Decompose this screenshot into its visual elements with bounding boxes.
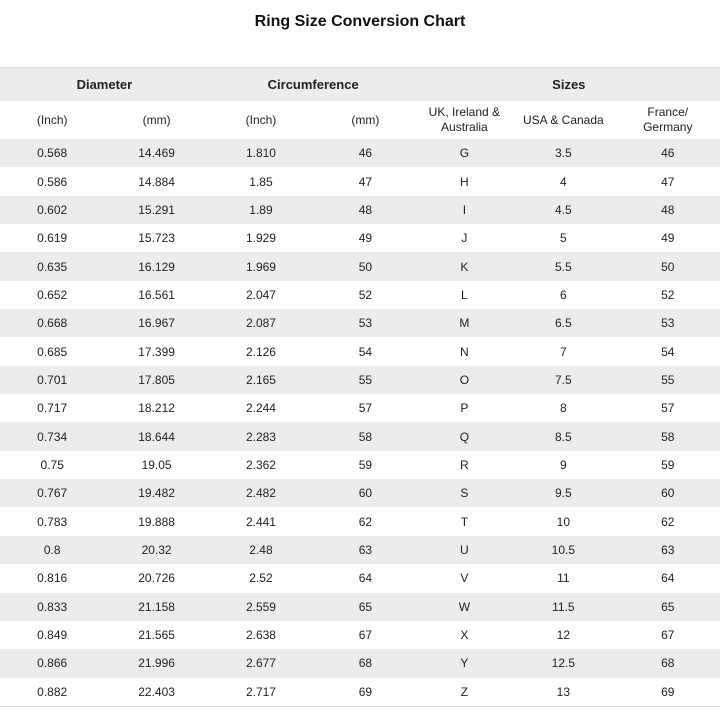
table-row xyxy=(0,621,720,649)
cell-diameter-mm: 17.399 xyxy=(138,344,175,359)
table-row xyxy=(0,309,720,337)
cell-france-germany: 65 xyxy=(661,599,675,614)
cell-uk-ireland-australia: L xyxy=(461,287,468,302)
cell-circumference-inch: 2.677 xyxy=(245,656,276,671)
cell-circumference-inch: 2.362 xyxy=(245,457,276,472)
cell-usa-canada: 3.5 xyxy=(555,146,572,161)
cell-france-germany: 57 xyxy=(661,401,675,416)
cell-diameter-mm: 14.884 xyxy=(138,174,175,189)
cell-circumference-inch: 2.441 xyxy=(245,514,276,529)
cell-diameter-inch: 0.833 xyxy=(37,599,68,614)
cell-uk-ireland-australia: S xyxy=(460,486,469,501)
column-header-france-germany: France/ Germany xyxy=(616,101,720,139)
table-row xyxy=(0,479,720,507)
cell-diameter-mm: 16.561 xyxy=(138,287,175,302)
cell-circumference-mm: 49 xyxy=(358,231,373,246)
cell-france-germany: 62 xyxy=(661,514,675,529)
cell-diameter-inch: 0.668 xyxy=(37,316,68,331)
cell-circumference-inch: 2.559 xyxy=(245,599,276,614)
cell-france-germany: 68 xyxy=(661,656,675,671)
cell-diameter-mm: 15.723 xyxy=(138,231,175,246)
cell-france-germany: 50 xyxy=(661,259,675,274)
page-title: Ring Size Conversion Chart xyxy=(254,13,466,30)
cell-uk-ireland-australia: Y xyxy=(460,656,469,671)
cell-uk-ireland-australia: R xyxy=(460,457,469,472)
cell-diameter-inch: 0.619 xyxy=(37,231,68,246)
cell-france-germany: 63 xyxy=(661,542,675,557)
cell-circumference-mm: 53 xyxy=(358,316,373,331)
table-row xyxy=(0,451,720,479)
table-row xyxy=(0,422,720,450)
cell-circumference-inch: 2.047 xyxy=(245,287,276,302)
cell-circumference-mm: 64 xyxy=(358,571,373,586)
cell-diameter-inch: 0.866 xyxy=(37,656,68,671)
table-row xyxy=(0,536,720,564)
cell-circumference-mm: 67 xyxy=(358,628,373,643)
column-header-row xyxy=(0,101,720,139)
column-header-circumference-mm: (mm) xyxy=(313,101,417,139)
cell-usa-canada: 8 xyxy=(560,401,567,416)
cell-usa-canada: 6.5 xyxy=(555,316,572,331)
cell-diameter-mm: 19.888 xyxy=(138,514,175,529)
cell-diameter-inch: 0.701 xyxy=(37,372,68,387)
cell-diameter-inch: 0.8 xyxy=(43,542,61,557)
cell-usa-canada: 11 xyxy=(557,571,570,586)
cell-uk-ireland-australia: V xyxy=(460,571,469,586)
cell-diameter-mm: 22.403 xyxy=(104,678,208,707)
cell-diameter-mm: 18.212 xyxy=(138,401,175,416)
cell-circumference-mm: 68 xyxy=(358,656,373,671)
cell-usa-canada: 7.5 xyxy=(555,372,572,387)
cell-usa-canada: 12.5 xyxy=(551,656,576,671)
cell-uk-ireland-australia: T xyxy=(460,514,469,529)
cell-usa-canada: 6 xyxy=(560,287,567,302)
cell-diameter-inch: 0.783 xyxy=(37,514,68,529)
cell-circumference-inch: 2.482 xyxy=(245,486,276,501)
cell-france-germany: 52 xyxy=(661,287,675,302)
cell-diameter-mm: 21.158 xyxy=(138,599,175,614)
cell-uk-ireland-australia: O xyxy=(459,372,470,387)
cell-uk-ireland-australia: I xyxy=(462,202,467,217)
cell-circumference-inch: 2.638 xyxy=(245,628,276,643)
cell-diameter-mm: 20.32 xyxy=(141,542,172,557)
cell-usa-canada: 12 xyxy=(556,628,571,643)
cell-diameter-inch: 0.717 xyxy=(37,401,68,416)
group-header-diameter: Diameter xyxy=(0,68,209,102)
cell-uk-ireland-australia: H xyxy=(460,174,469,189)
cell-circumference-inch: 1.969 xyxy=(245,259,276,274)
cell-uk-ireland-australia: U xyxy=(460,542,469,557)
cell-usa-canada: 9 xyxy=(560,457,567,472)
cell-circumference-mm: 52 xyxy=(358,287,373,302)
group-header-sizes: Sizes xyxy=(418,68,720,102)
cell-diameter-mm: 16.129 xyxy=(138,259,175,274)
cell-france-germany: 58 xyxy=(661,429,675,444)
cell-circumference-mm: 63 xyxy=(358,542,373,557)
cell-uk-ireland-australia: G xyxy=(459,146,470,161)
cell-france-germany: 55 xyxy=(661,372,675,387)
cell-circumference-mm: 69 xyxy=(313,678,417,707)
table-row xyxy=(0,224,720,252)
table-row xyxy=(0,196,720,224)
table-row xyxy=(0,678,720,707)
cell-france-germany: 49 xyxy=(661,231,675,246)
cell-usa-canada: 7 xyxy=(560,344,567,359)
cell-circumference-inch: 1.810 xyxy=(245,146,276,161)
cell-circumference-mm: 47 xyxy=(358,174,373,189)
cell-diameter-inch: 0.586 xyxy=(37,174,68,189)
cell-circumference-inch: 2.717 xyxy=(209,678,313,707)
cell-diameter-mm: 16.967 xyxy=(138,316,175,331)
table-row xyxy=(0,366,720,394)
table-row xyxy=(0,593,720,621)
column-header-usa-canada: USA & Canada xyxy=(511,101,615,139)
group-header-circumference: Circumference xyxy=(209,68,418,102)
cell-diameter-inch: 0.568 xyxy=(37,146,68,161)
cell-france-germany: 54 xyxy=(661,344,675,359)
cell-circumference-mm: 54 xyxy=(358,344,373,359)
cell-circumference-inch: 2.126 xyxy=(245,344,276,359)
cell-circumference-mm: 59 xyxy=(358,457,373,472)
cell-usa-canada: 11.5 xyxy=(552,599,575,614)
cell-usa-canada: 4 xyxy=(560,174,567,189)
cell-uk-ireland-australia: W xyxy=(458,599,471,614)
cell-circumference-inch: 2.52 xyxy=(249,571,273,586)
cell-circumference-inch: 2.283 xyxy=(245,429,276,444)
cell-usa-canada: 10 xyxy=(556,514,571,529)
cell-circumference-inch: 1.89 xyxy=(249,202,273,217)
cell-france-germany: 59 xyxy=(661,457,675,472)
cell-circumference-mm: 65 xyxy=(358,599,373,614)
cell-diameter-inch: 0.602 xyxy=(37,202,68,217)
cell-circumference-mm: 46 xyxy=(358,146,373,161)
cell-diameter-mm: 21.996 xyxy=(138,656,175,671)
column-header-diameter-mm: (mm) xyxy=(104,101,208,139)
cell-uk-ireland-australia: N xyxy=(460,344,469,359)
cell-uk-ireland-australia: Q xyxy=(459,429,470,444)
cell-uk-ireland-australia: P xyxy=(460,401,469,416)
cell-diameter-inch: 0.816 xyxy=(37,571,68,586)
cell-usa-canada: 5 xyxy=(560,231,567,246)
cell-diameter-mm: 19.482 xyxy=(138,486,175,501)
cell-usa-canada: 5.5 xyxy=(555,259,572,274)
cell-uk-ireland-australia: Z xyxy=(418,678,512,707)
cell-france-germany: 69 xyxy=(616,678,720,707)
cell-circumference-mm: 55 xyxy=(358,372,373,387)
cell-circumference-inch: 2.087 xyxy=(245,316,276,331)
cell-circumference-mm: 58 xyxy=(358,429,373,444)
cell-diameter-mm: 18.644 xyxy=(138,429,175,444)
table-row xyxy=(0,139,720,167)
cell-diameter-mm: 19.05 xyxy=(141,457,172,472)
cell-diameter-inch: 0.767 xyxy=(37,486,68,501)
cell-usa-canada: 4.5 xyxy=(555,202,572,217)
cell-circumference-inch: 1.85 xyxy=(249,174,273,189)
cell-diameter-mm: 20.726 xyxy=(138,571,175,586)
cell-usa-canada: 9.5 xyxy=(555,486,572,501)
cell-diameter-inch: 0.734 xyxy=(37,429,68,444)
column-header-diameter-inch: (Inch) xyxy=(0,101,104,139)
cell-france-germany: 46 xyxy=(661,146,675,161)
cell-diameter-inch: 0.882 xyxy=(0,678,104,707)
cell-circumference-mm: 60 xyxy=(358,486,373,501)
cell-uk-ireland-australia: K xyxy=(460,259,469,274)
table-row xyxy=(0,564,720,592)
cell-diameter-inch: 0.849 xyxy=(37,628,68,643)
cell-diameter-mm: 21.565 xyxy=(138,628,175,643)
cell-circumference-mm: 62 xyxy=(358,514,373,529)
table-row xyxy=(0,281,720,309)
cell-france-germany: 53 xyxy=(661,316,675,331)
table-row xyxy=(0,252,720,280)
cell-uk-ireland-australia: X xyxy=(460,628,469,643)
cell-usa-canada: 13 xyxy=(511,678,615,707)
cell-diameter-inch: 0.652 xyxy=(37,287,68,302)
cell-uk-ireland-australia: J xyxy=(461,231,468,246)
cell-circumference-inch: 2.48 xyxy=(249,542,273,557)
table-row xyxy=(0,394,720,422)
cell-diameter-mm: 15.291 xyxy=(138,202,175,217)
table-row xyxy=(0,507,720,535)
table-row xyxy=(0,167,720,195)
cell-circumference-inch: 1.929 xyxy=(245,231,276,246)
column-header-uk-ireland-australia: UK, Ireland & Australia xyxy=(418,101,512,139)
cell-france-germany: 47 xyxy=(661,174,675,189)
cell-usa-canada: 8.5 xyxy=(555,429,572,444)
group-header-row xyxy=(0,68,720,102)
cell-france-germany: 64 xyxy=(661,571,675,586)
table-row xyxy=(0,649,720,677)
column-header-circumference-inch: (Inch) xyxy=(209,101,313,139)
cell-circumference-mm: 57 xyxy=(358,401,373,416)
cell-circumference-mm: 48 xyxy=(358,202,373,217)
ring-size-conversion-table xyxy=(0,67,720,707)
cell-usa-canada: 10.5 xyxy=(551,542,576,557)
cell-uk-ireland-australia: M xyxy=(459,316,470,331)
cell-diameter-mm: 14.469 xyxy=(138,146,175,161)
table-row xyxy=(0,337,720,365)
cell-france-germany: 60 xyxy=(661,486,675,501)
cell-diameter-mm: 17.805 xyxy=(138,372,175,387)
cell-diameter-inch: 0.635 xyxy=(37,259,68,274)
cell-france-germany: 67 xyxy=(661,628,675,643)
cell-diameter-inch: 0.75 xyxy=(40,457,64,472)
cell-france-germany: 48 xyxy=(661,202,675,217)
cell-circumference-mm: 50 xyxy=(358,259,373,274)
cell-circumference-inch: 2.244 xyxy=(245,401,276,416)
cell-diameter-inch: 0.685 xyxy=(37,344,68,359)
cell-circumference-inch: 2.165 xyxy=(245,372,276,387)
table-body xyxy=(0,139,720,706)
